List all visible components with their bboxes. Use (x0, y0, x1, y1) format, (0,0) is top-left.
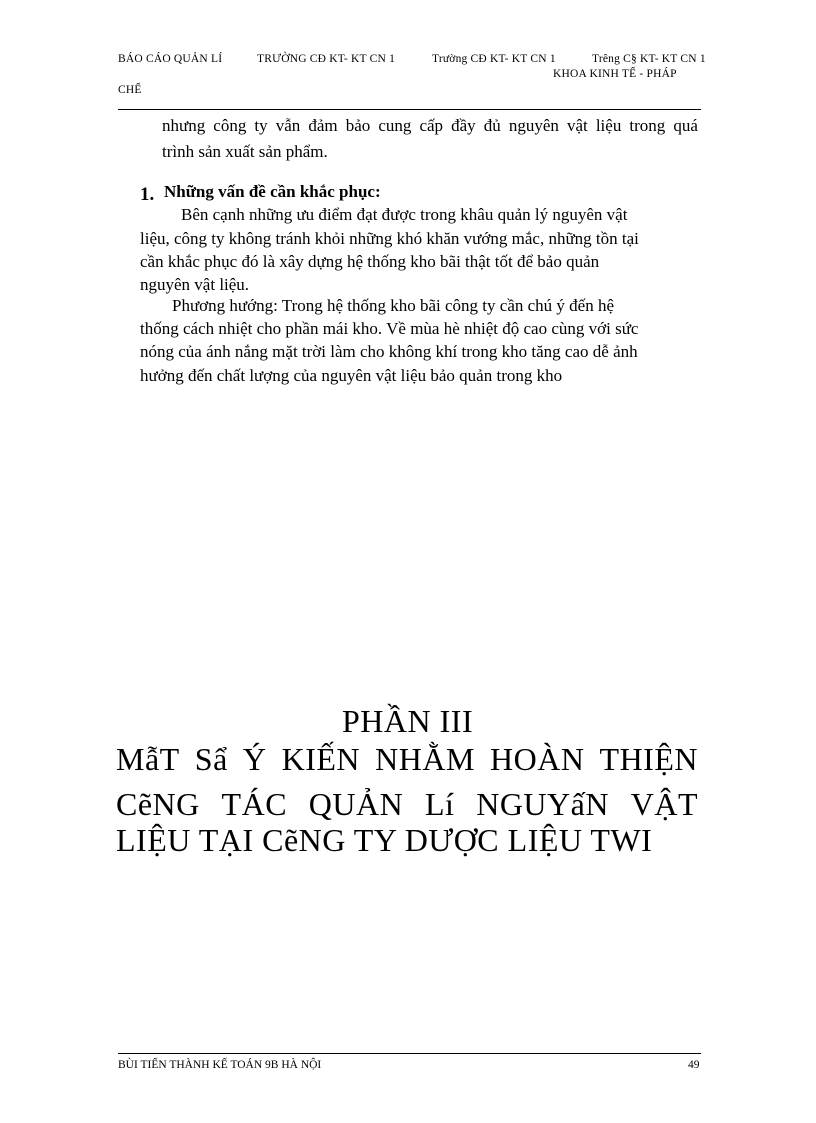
part-label: PHẦN III (342, 703, 474, 739)
paragraph-2-line-3: nóng của ánh nắng mặt trời làm cho không khí trong kho tăng cao dễ ảnh (140, 342, 638, 361)
header-faculty-name: KHOA KINH TẾ - PHÁP (553, 68, 677, 80)
paragraph-2-line-4: hưởng đến chất lượng của nguyên vật liệu bảo quản trong kho (140, 366, 563, 385)
section-number: 1. (140, 184, 155, 205)
page-number: 49 (688, 1059, 700, 1071)
header-school-name-encoded: Trêng C§ KT- KT CN 1 (592, 53, 706, 65)
part-title-line-3: LIỆU TẠI CẽNG TY DƯỢC LIỆU TWI (116, 822, 653, 858)
body-intro-line-2: trình sản xuất sản phẩm. (162, 142, 328, 161)
part-title-line-1: MẫT Sẩ Ý KIẾN NHẰM HOÀN THIỆN (116, 741, 698, 777)
paragraph-1-line-4: nguyên vật liệu. (140, 275, 250, 294)
body-intro-line-1: nhưng công ty vẫn đảm bảo cung cấp đầy đủ nguyên vật liệu trong quá (162, 116, 698, 135)
paragraph-1-line-3: cần khắc phục đó là xây dựng hệ thống kho bãi thật tốt để bảo quản (140, 252, 600, 271)
header-divider (118, 109, 701, 110)
footer-divider (118, 1053, 701, 1054)
header-school-name: TRƯỜNG CĐ KT- KT CN 1 (257, 53, 396, 65)
section-title: Những vấn đề cần khắc phục: (164, 182, 381, 201)
header-report-title: BÁO CÁO QUẢN LÍ (118, 53, 223, 65)
paragraph-1-line-2: liệu, công ty không tránh khỏi những khó khăn vướng mắc, những tồn tại (140, 229, 639, 248)
part-title-line-2: CẽNG TÁC QUẢN Lí NGUYấN VẬT (116, 786, 698, 822)
header-school-name-alt: Trường CĐ KT- KT CN 1 (432, 53, 556, 65)
paragraph-2-line-1: Phương hướng: Trong hệ thống kho bãi công ty cần chú ý đến hệ (172, 296, 615, 315)
paragraph-1-line-1: Bên cạnh những ưu điểm đạt được trong khâu quản lý nguyên vật (181, 205, 628, 224)
paragraph-2-line-2: thống cách nhiệt cho phần mái kho. Về mùa hè nhiệt độ cao cùng với sức (140, 319, 639, 338)
header-report-title-cont: CHẾ (118, 84, 142, 96)
footer-author: BÙI TIẾN THÀNH KẾ TOÁN 9B HÀ NỘI (118, 1059, 322, 1071)
